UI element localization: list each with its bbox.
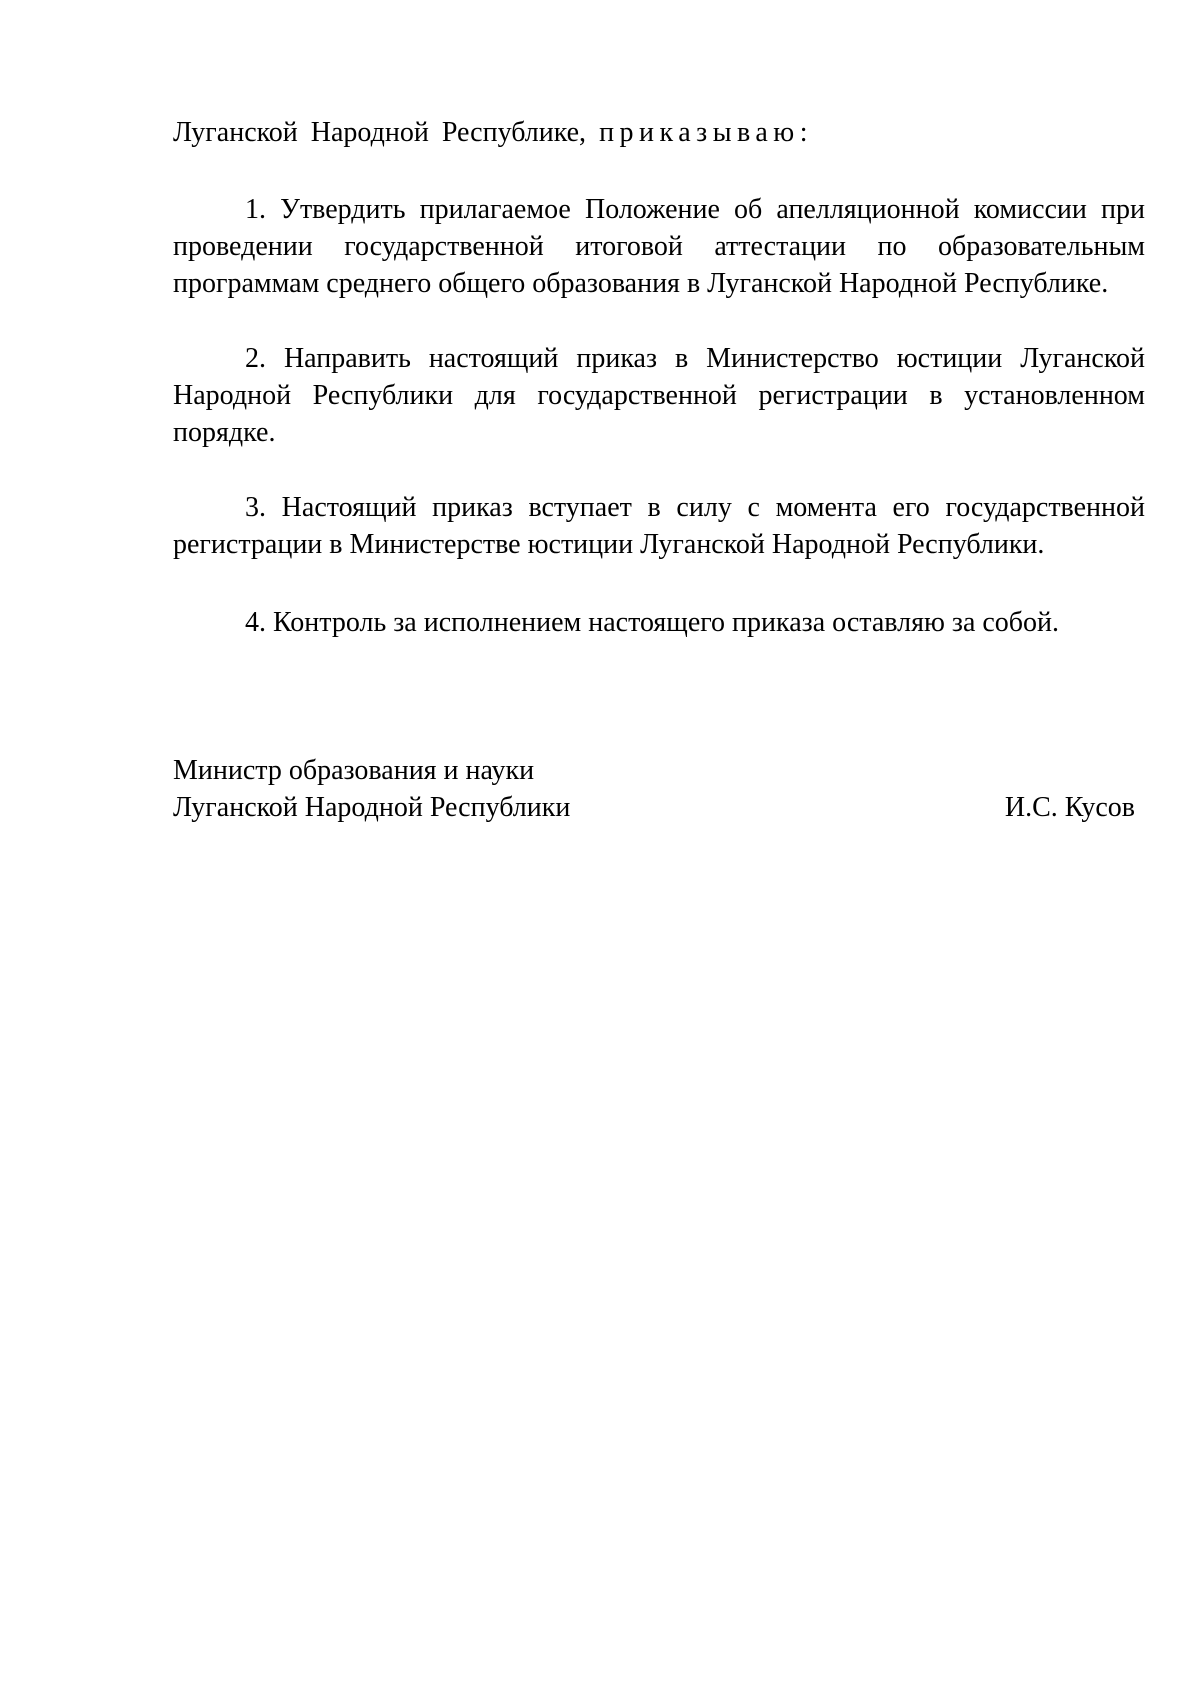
intro-text: Луганской Народной Республике, bbox=[173, 117, 600, 148]
signature-line-1 bbox=[173, 752, 1145, 789]
order-item-1: 1. Утвердить прилагаемое Положение об апелляционной комиссии при проведении государственной итоговой аттестации по образовательным программам среднего общего образования в Луганской Народной Республике. bbox=[173, 194, 1145, 299]
signatory-position-line-1: Министр образования и науки bbox=[173, 755, 535, 786]
order-item-4: 4. Контроль за исполнением настоящего приказа оставляю за собой. bbox=[245, 607, 1060, 638]
signatory-name: И.С. Кусов bbox=[1004, 792, 1135, 823]
intro-order-verb: приказываю: bbox=[599, 117, 813, 148]
order-item-2: 2. Направить настоящий приказ в Министерство юстиции Луганской Народной Республики для государственной регистрации в установленном порядке. bbox=[173, 343, 1145, 448]
intro-line bbox=[173, 114, 1145, 151]
signatory-position-line-2: Луганской Народной Республики bbox=[173, 792, 571, 823]
order-item-3: 3. Настоящий приказ вступает в силу с момента его государственной регистрации в Министерстве юстиции Луганской Народной Республики. bbox=[173, 492, 1145, 560]
signature-block bbox=[173, 752, 1145, 826]
signature-line-2 bbox=[173, 789, 1145, 826]
